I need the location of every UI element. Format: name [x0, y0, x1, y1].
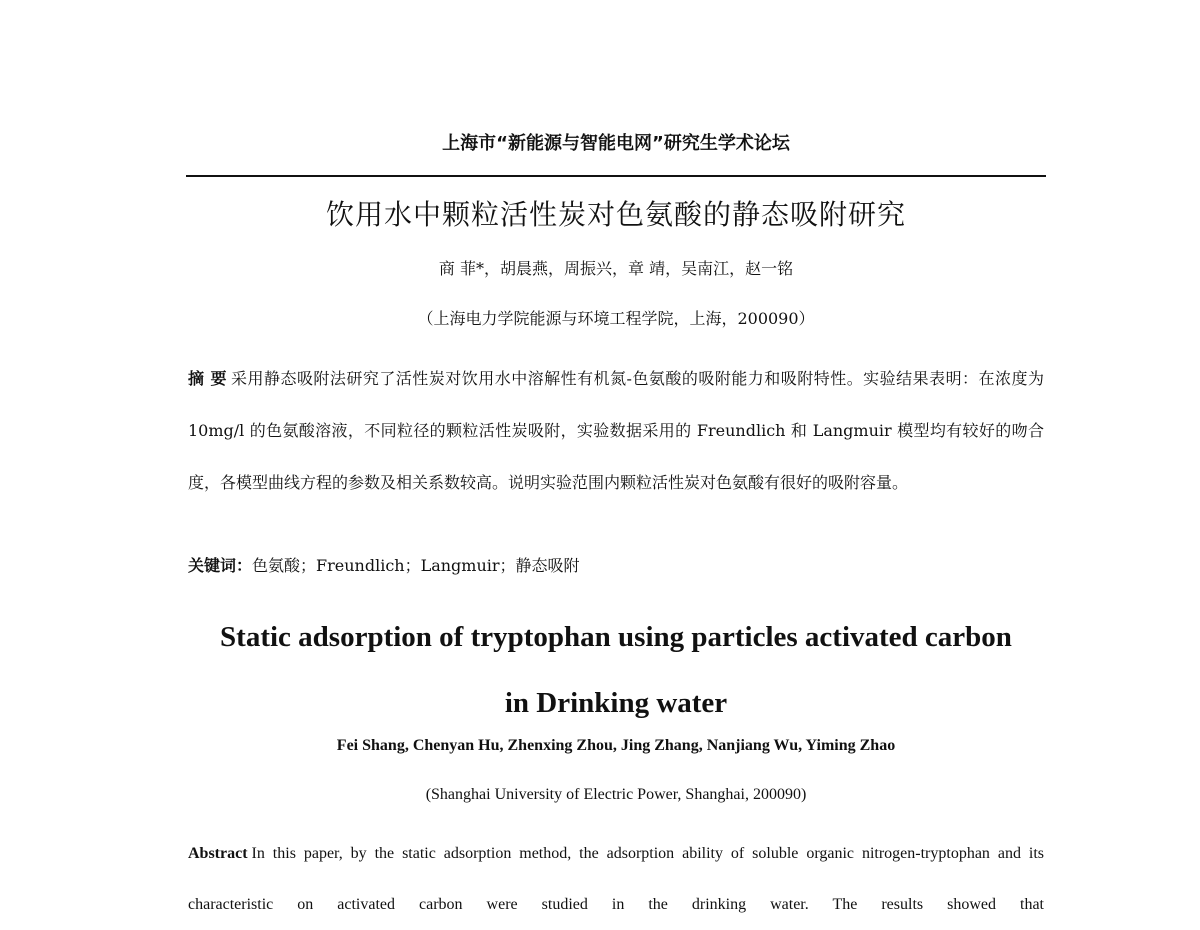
chinese-affiliation: （上海电力学院能源与环境工程学院，上海，200090）	[417, 309, 815, 328]
english-abstract-text: In this paper, by the static adsorption method, the adsorption ability of soluble organic nitrogen-tryptophan and its characteristic on activated carbon were studied in the drinking water. The results showed that	[188, 845, 1044, 913]
chinese-keywords-label: 关键词：	[188, 556, 253, 575]
chinese-abstract-text: 采用静态吸附法研究了活性炭对饮用水中溶解性有机氮-色氨酸的吸附能力和吸附特性。实验结果表明：在浓度为 10mg/l 的色氨酸溶液，不同粒径的颗粒活性炭吸附，实验数据采用的 Freundlich 和 Langmuir 模型均有较好的吻合度，各模型曲线方程的参数及相关系数较高。说明实验范围内颗粒活性炭对色氨酸有很好的吸附容量。	[188, 369, 1044, 492]
forum-header: 上海市“新能源与智能电网”研究生学术论坛	[442, 133, 790, 154]
chinese-keywords	[188, 553, 1044, 576]
english-title-line-1: Static adsorption of tryptophan using particles activated carbon	[220, 621, 1012, 653]
chinese-abstract	[188, 353, 1044, 509]
english-title-line-2: in Drinking water	[504, 687, 728, 719]
chinese-authors: 商 菲*，胡晨燕，周振兴，章 靖，吴南江，赵一铭	[438, 259, 794, 278]
chinese-abstract-label: 摘 要	[188, 369, 228, 388]
english-abstract-label: Abstract	[188, 845, 248, 862]
english-title	[0, 604, 1200, 736]
english-authors: Fei Shang, Chenyan Hu, Zhenxing Zhou, Jing Zhang, Nanjiang Wu, Yiming Zhao	[336, 737, 896, 754]
english-affiliation: (Shanghai University of Electric Power, Shanghai, 200090)	[425, 786, 807, 803]
chinese-keywords-text: 色氨酸；Freundlich；Langmuir；静态吸附	[252, 556, 580, 575]
english-abstract	[188, 828, 1044, 930]
header-divider	[186, 175, 1046, 177]
chinese-title: 饮用水中颗粒活性炭对色氨酸的静态吸附研究	[325, 198, 906, 231]
